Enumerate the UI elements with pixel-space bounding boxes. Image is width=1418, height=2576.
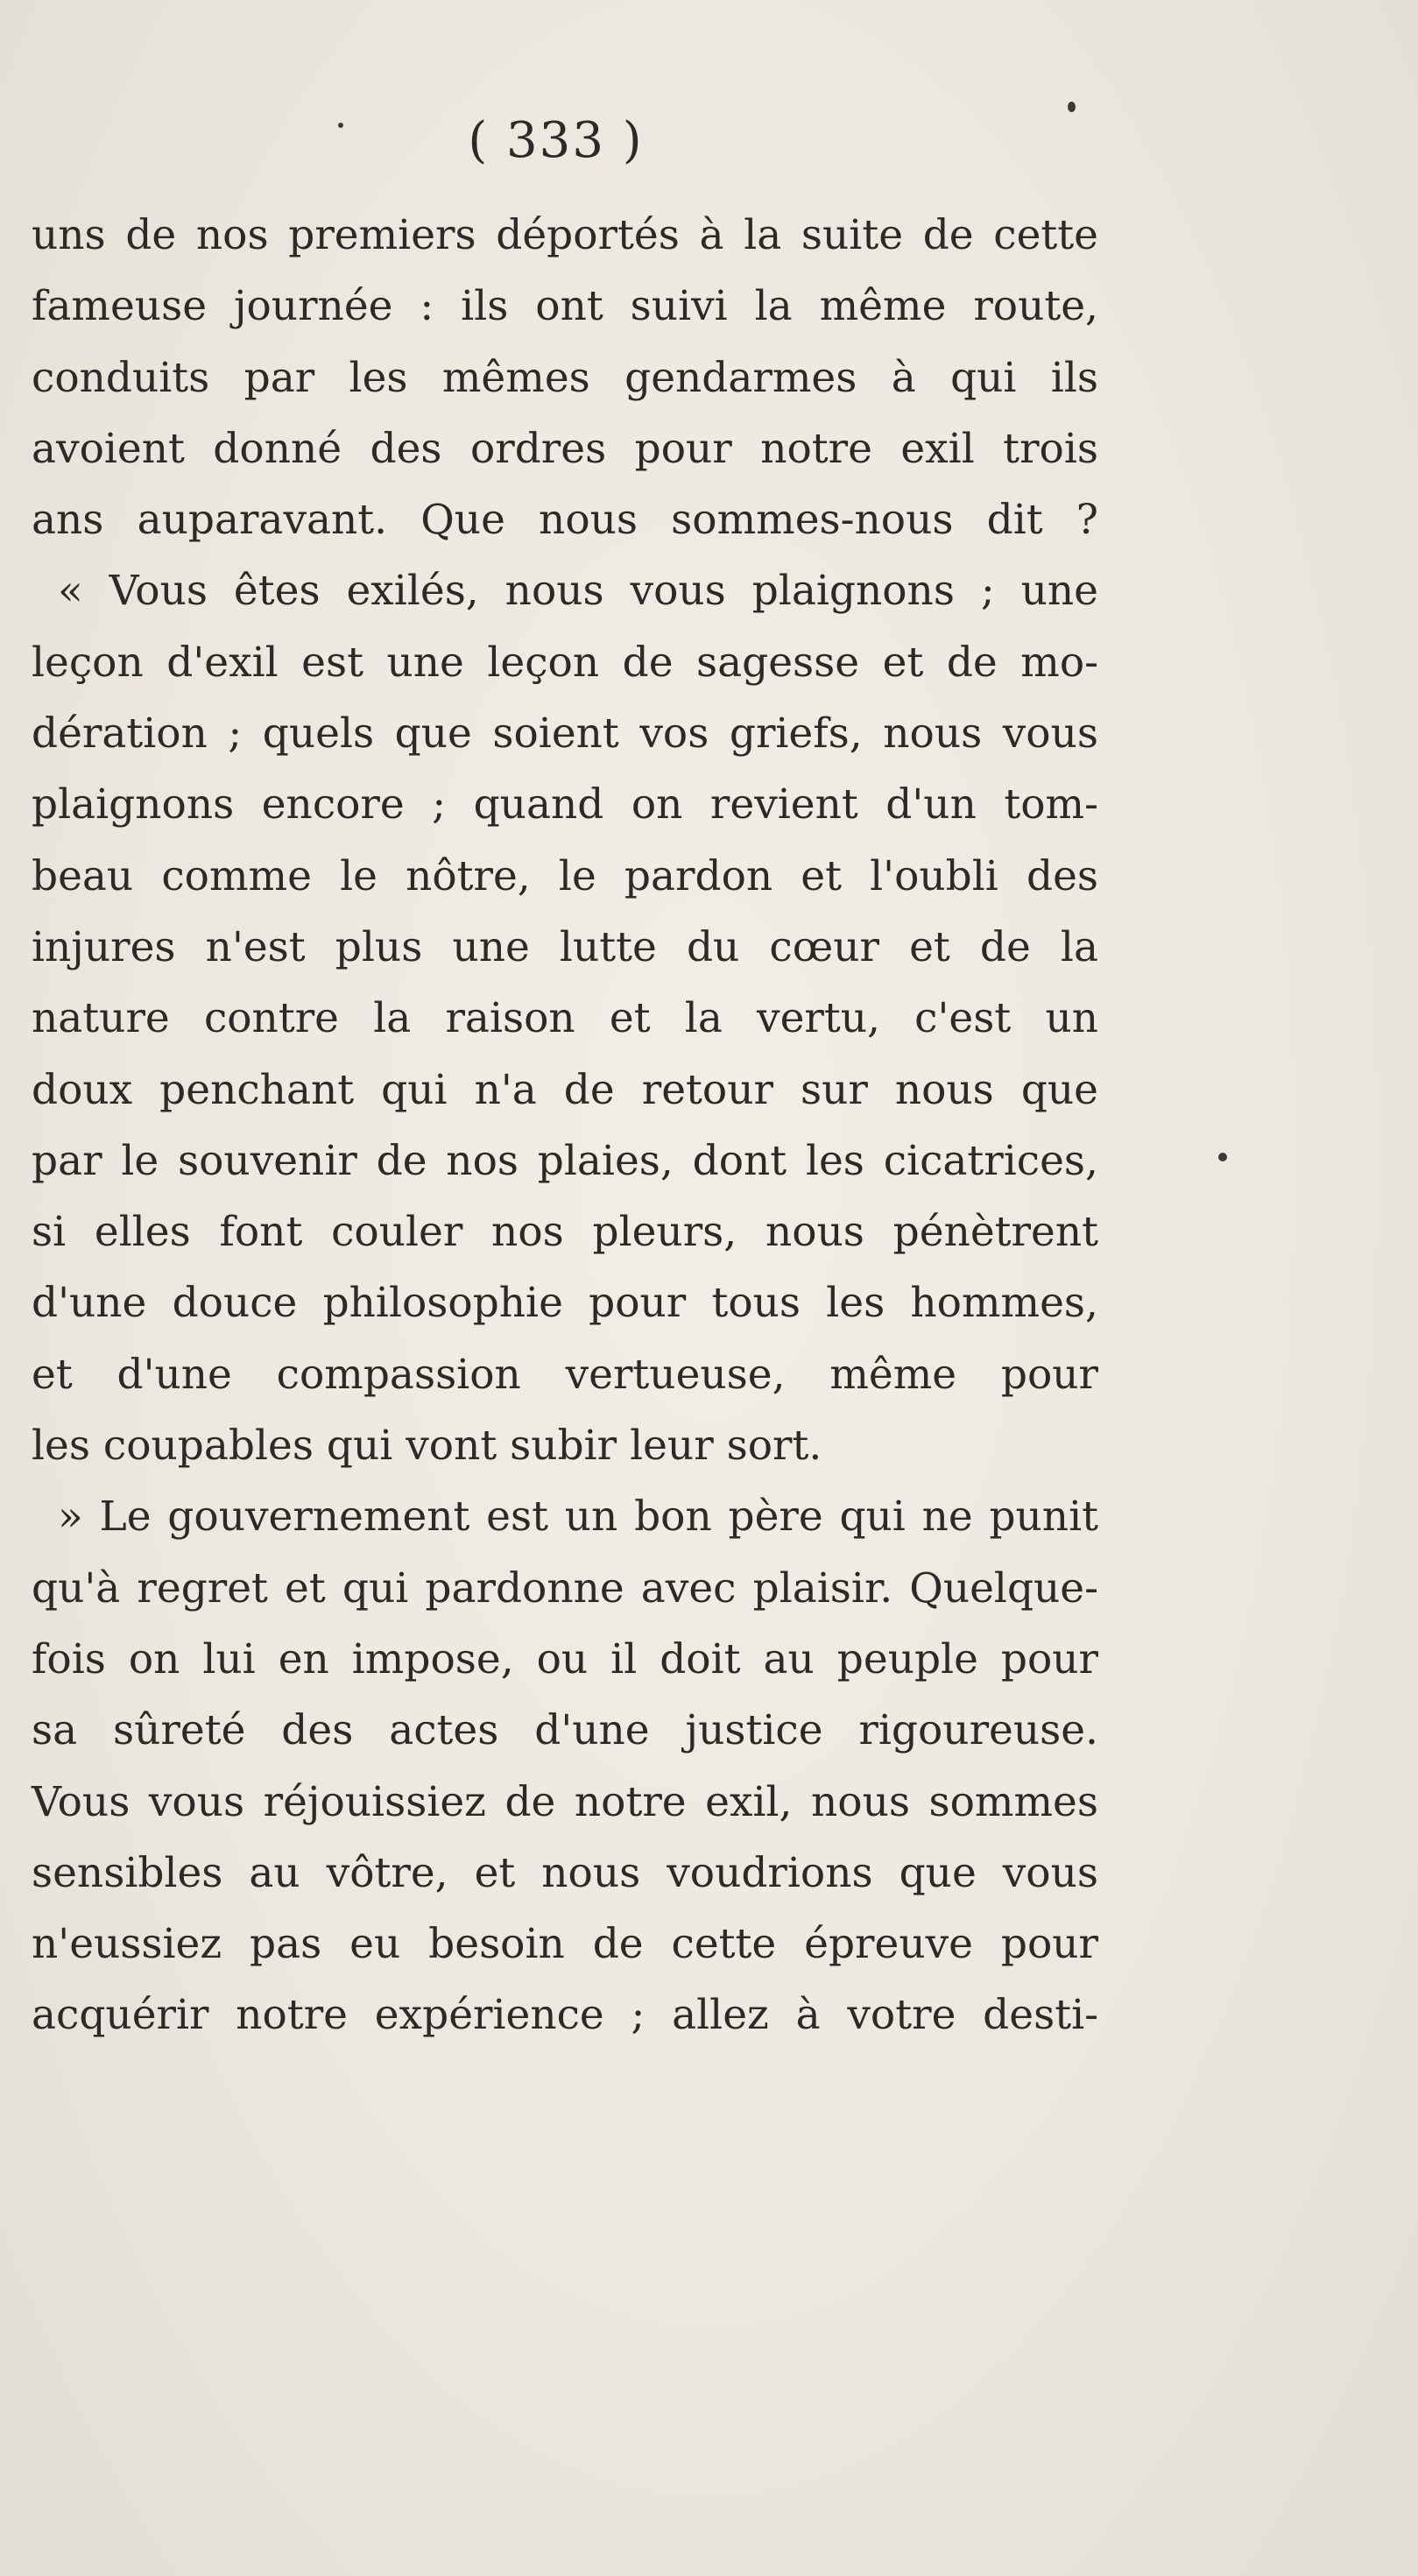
page-number: ( 333 )	[468, 112, 644, 169]
text-line: par le souvenir de nos plaies, dont les cicatrices,	[32, 1136, 1098, 1185]
text-line: » Le gouvernement est un bon père qui ne punit	[58, 1493, 1098, 1542]
text-line: si elles font couler nos pleurs, nous pénètrent	[32, 1208, 1098, 1257]
text-line: dération ; quels que soient vos griefs, nous vous	[32, 709, 1098, 759]
text-line: avoient donné des ordres pour notre exil trois	[32, 424, 1098, 473]
text-line: sensibles au vôtre, et nous voudrions que vous	[32, 1848, 1098, 1897]
text-line: injures n'est plus une lutte du cœur et de la	[32, 922, 1098, 971]
text-line: n'eussiez pas eu besoin de cette épreuve pour	[32, 1920, 1098, 1969]
text-line: conduits par les mêmes gendarmes à qui ils	[32, 353, 1098, 402]
text-line: d'une douce philosophie pour tous les hommes,	[32, 1279, 1098, 1328]
text-line: plaignons encore ; quand on revient d'un tom-	[32, 780, 1098, 829]
text-line: fois on lui en impose, ou il doit au peuple pour	[32, 1634, 1098, 1683]
text-line: ans auparavant. Que nous sommes-nous dit ?	[32, 496, 1098, 545]
text-line: qu'à regret et qui pardonne avec plaisir. Quelque-	[32, 1563, 1098, 1613]
text-line: et d'une compassion vertueuse, même pour	[32, 1350, 1098, 1399]
text-line: acquérir notre expérience ; allez à votre desti-	[32, 1991, 1098, 2040]
text-line: leçon d'exil est une leçon de sagesse et de mo-	[32, 638, 1098, 687]
text-line: sa sûreté des actes d'une justice rigoureuse.	[32, 1706, 1098, 1755]
text-line: « Vous êtes exilés, nous vous plaignons ; une	[58, 567, 1098, 616]
ink-speck	[1068, 102, 1076, 112]
text-line: Vous vous réjouissiez de notre exil, nous sommes	[32, 1777, 1098, 1826]
text-line: les coupables qui vont subir leur sort.	[32, 1422, 822, 1471]
ink-speck	[1218, 1153, 1227, 1161]
text-line: nature contre la raison et la vertu, c'est un	[32, 994, 1098, 1043]
text-line: uns de nos premiers déportés à la suite de cette	[32, 211, 1098, 259]
text-line: beau comme le nôtre, le pardon et l'oubli des	[32, 851, 1098, 900]
text-line: doux penchant qui n'a de retour sur nous que	[32, 1065, 1098, 1114]
body-text	[32, 200, 1098, 2051]
ink-speck	[338, 123, 343, 128]
text-line: fameuse journée : ils ont suivi la même route,	[32, 282, 1098, 331]
